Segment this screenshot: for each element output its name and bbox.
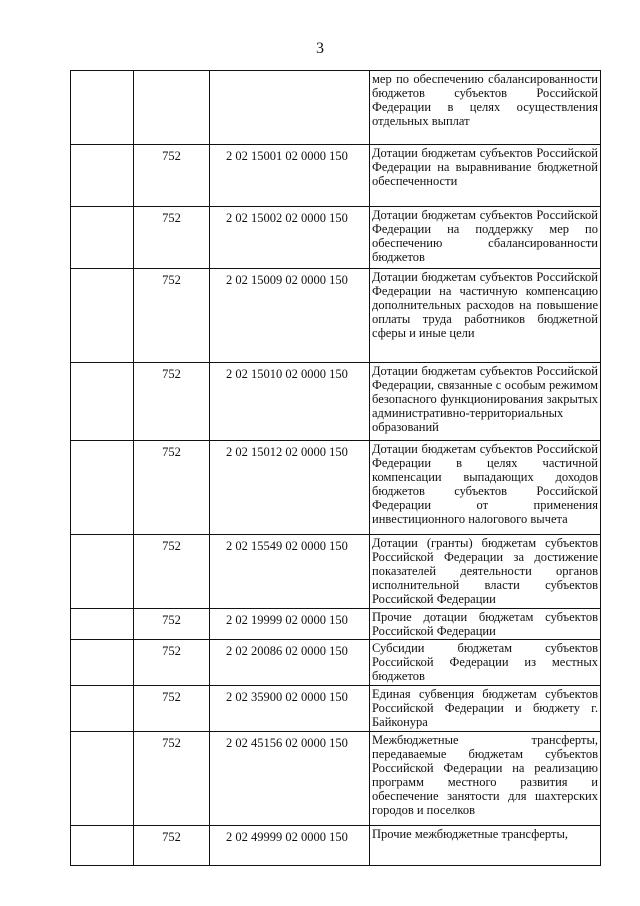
- description-cell: Прочие дотации бюджетам субъектов Российской Федерации: [370, 609, 601, 640]
- admin-code-cell: 752: [134, 363, 210, 441]
- table-row: [71, 826, 601, 866]
- table-row: [71, 71, 601, 145]
- admin-code-cell: 752: [134, 145, 210, 207]
- description-cell: Дотации бюджетам субъектов Российской Федерации на частичную компенсацию дополнительных расходов на повышение оплаты труда работников бюджетной сферы и иные цели: [370, 269, 601, 363]
- admin-code-cell: 752: [134, 441, 210, 535]
- empty-cell: [71, 145, 134, 207]
- description-cell: Субсидии бюджетам субъектов Российской Федерации из местных бюджетов: [370, 640, 601, 686]
- table-row: [71, 732, 601, 826]
- empty-cell: [71, 686, 134, 732]
- budget-code-cell: 2 02 20086 02 0000 150: [210, 640, 370, 686]
- description-cell: Дотации бюджетам субъектов Российской Федерации на поддержку мер по обеспечению сбалансированности бюджетов: [370, 207, 601, 269]
- empty-cell: [71, 826, 134, 866]
- description-cell: Прочие межбюджетные трансферты,: [370, 826, 601, 866]
- description-cell: Дотации бюджетам субъектов Российской Федерации на выравнивание бюджетной обеспеченности: [370, 145, 601, 207]
- table-row: [71, 686, 601, 732]
- budget-classification-table: [70, 70, 601, 866]
- empty-cell: [71, 207, 134, 269]
- empty-cell: [71, 535, 134, 609]
- table-row: [71, 145, 601, 207]
- table-row: [71, 207, 601, 269]
- budget-code-cell: 2 02 45156 02 0000 150: [210, 732, 370, 826]
- admin-code-cell: 752: [134, 269, 210, 363]
- table-row: [71, 441, 601, 535]
- empty-cell: [71, 640, 134, 686]
- budget-code-cell: [210, 71, 370, 145]
- empty-cell: [71, 732, 134, 826]
- admin-code-cell: 752: [134, 535, 210, 609]
- budget-code-cell: 2 02 15010 02 0000 150: [210, 363, 370, 441]
- budget-code-cell: 2 02 15549 02 0000 150: [210, 535, 370, 609]
- budget-code-cell: 2 02 15001 02 0000 150: [210, 145, 370, 207]
- description-cell: мер по обеспечению сбалансированности бюджетов субъектов Российской Федерации в целях осуществления отдельных выплат: [370, 71, 601, 145]
- empty-cell: [71, 363, 134, 441]
- description-cell: Межбюджетные трансферты, передаваемые бюджетам субъектов Российской Федерации на реализацию программ местного развития и обеспечение занятости для шахтерских городов и поселков: [370, 732, 601, 826]
- budget-code-cell: 2 02 15009 02 0000 150: [210, 269, 370, 363]
- admin-code-cell: [134, 71, 210, 145]
- admin-code-cell: 752: [134, 732, 210, 826]
- page-number: 3: [316, 40, 324, 57]
- description-cell: Дотации бюджетам субъектов Российской Федерации, связанные с особым режимом безопасного функционирования закрытых административно-территориальных образований: [370, 363, 601, 441]
- budget-code-cell: 2 02 35900 02 0000 150: [210, 686, 370, 732]
- description-cell: Дотации (гранты) бюджетам субъектов Российской Федерации за достижение показателей деятельности органов исполнительной власти субъектов Российской Федерации: [370, 535, 601, 609]
- admin-code-cell: 752: [134, 640, 210, 686]
- table-row: [71, 640, 601, 686]
- table-row: [71, 609, 601, 640]
- empty-cell: [71, 441, 134, 535]
- admin-code-cell: 752: [134, 609, 210, 640]
- description-cell: Дотации бюджетам субъектов Российской Федерации в целях частичной компенсации выпадающих доходов бюджетов субъектов Российской Федерации от применения инвестиционного налогового вычета: [370, 441, 601, 535]
- empty-cell: [71, 269, 134, 363]
- table-row: [71, 535, 601, 609]
- budget-code-cell: 2 02 15012 02 0000 150: [210, 441, 370, 535]
- empty-cell: [71, 609, 134, 640]
- admin-code-cell: 752: [134, 207, 210, 269]
- budget-code-cell: 2 02 19999 02 0000 150: [210, 609, 370, 640]
- budget-code-cell: 2 02 15002 02 0000 150: [210, 207, 370, 269]
- admin-code-cell: 752: [134, 826, 210, 866]
- table-row: [71, 363, 601, 441]
- empty-cell: [71, 71, 134, 145]
- admin-code-cell: 752: [134, 686, 210, 732]
- table-row: [71, 269, 601, 363]
- budget-code-cell: 2 02 49999 02 0000 150: [210, 826, 370, 866]
- description-cell: Единая субвенция бюджетам субъектов Российской Федерации и бюджету г. Байконура: [370, 686, 601, 732]
